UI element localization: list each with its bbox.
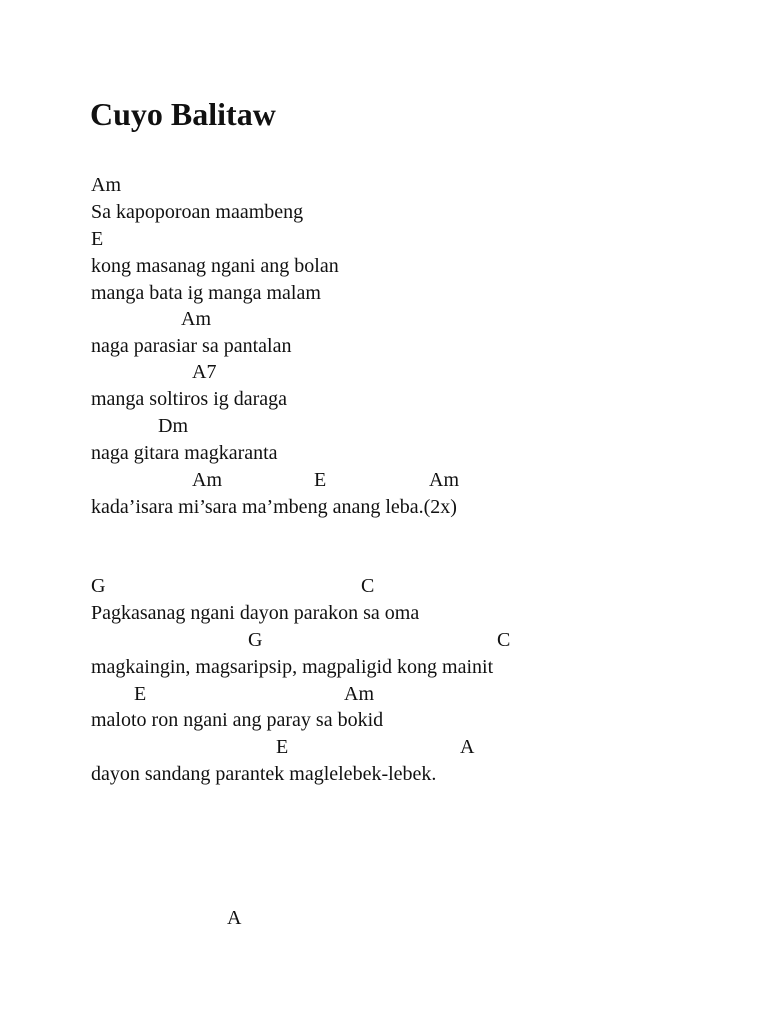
chord-line: E bbox=[276, 736, 289, 758]
lyric-line: Sa kapoporoan maambeng bbox=[91, 201, 304, 223]
chord-line: E bbox=[134, 683, 147, 705]
chord-line: C bbox=[497, 629, 511, 651]
lyric-line: kong masanag ngani ang bolan bbox=[91, 255, 339, 277]
lyric-line: manga bata ig manga malam bbox=[91, 282, 321, 304]
lyric-line: kada’isara mi’sara ma’mbeng anang leba.(2x) bbox=[91, 496, 457, 518]
chord-line: C bbox=[361, 575, 375, 597]
chord-line: A bbox=[227, 907, 242, 929]
chord-line: A7 bbox=[192, 361, 217, 383]
lyric-line: naga gitara magkaranta bbox=[91, 442, 278, 464]
chord-line: G bbox=[91, 575, 106, 597]
lyric-line: magkaingin, magsaripsip, magpaligid kong mainit bbox=[91, 656, 494, 678]
lyric-line: naga parasiar sa pantalan bbox=[91, 335, 292, 357]
chord-line: Dm bbox=[158, 415, 188, 437]
chord-line: Am bbox=[91, 174, 121, 196]
lyric-line: manga soltiros ig daraga bbox=[91, 388, 288, 410]
lyric-line: Pagkasanag ngani dayon parakon sa oma bbox=[91, 602, 420, 624]
chord-line: G bbox=[248, 629, 263, 651]
chord-line: Am bbox=[192, 469, 222, 491]
chord-line: E bbox=[91, 228, 104, 250]
chord-line: E bbox=[314, 469, 327, 491]
lyric-line: dayon sandang parantek maglelebek-lebek. bbox=[91, 763, 437, 785]
chord-line: Am bbox=[429, 469, 459, 491]
song-title: Cuyo Balitaw bbox=[90, 96, 276, 132]
chord-line: Am bbox=[181, 308, 211, 330]
lyric-line: maloto ron ngani ang paray sa bokid bbox=[91, 709, 384, 731]
chord-line: Am bbox=[344, 683, 374, 705]
chord-line: A bbox=[460, 736, 475, 758]
